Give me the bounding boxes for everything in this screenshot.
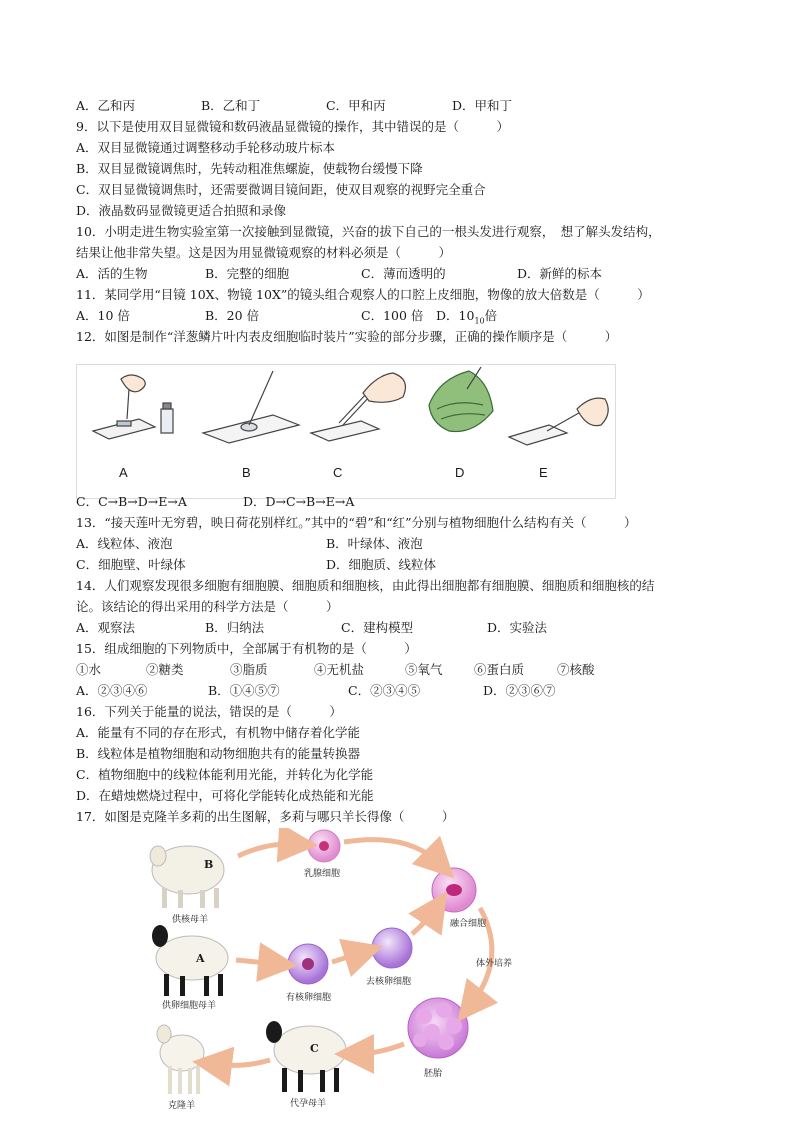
q12-stem: 12．如图是制作“洋葱鳞片叶内表皮细胞临时装片”实验的部分步骤，正确的操作顺序是（ ） [76,329,618,344]
q10-option-c: C．薄而透明的 [361,266,446,281]
culture-label: 体外培养 [476,959,513,969]
q12-option-d: D．D→C→B→E→A [243,494,355,509]
step-label-c: C [333,465,343,480]
clone-lamb-drawing [157,1025,204,1094]
q11-option-d: D．$10_{10}$倍 [436,308,498,326]
q16-stem: 16．下列关于能量的说法，错误的是（ ） [76,704,342,719]
q16-option-b: B．线粒体是植物细胞和动物细胞共有的能量转换器 [76,746,361,761]
step-d-drawing [429,367,493,432]
arrow-embryo-to-surrogate [354,1044,404,1054]
sheep-a-letter: A [196,952,205,965]
q14-stem-line1: 14．人们观察发现很多细胞有细胞膜、细胞质和细胞核，由此得出细胞都有细胞膜、细胞质和细胞核的结 [76,578,655,593]
q11-option-a: A．10 倍 [76,308,130,323]
q15-option-c: C．②③④⑤ [348,683,421,698]
q14-stem-line2: 论。该结论的得出采用的科学方法是（ ） [76,599,339,614]
q10-stem-line1: 10．小明走进生物实验室第一次接触到显微镜，兴奋的拔下自己的一根头发进行观察， 想了解头发结构， [76,224,661,239]
q16-option-d: D．在蜡烛燃烧过程中，可将化学能转化成热能和光能 [76,788,374,803]
q9-option-a: A．双目显微镜通过调整移动手轮移动玻片标本 [76,140,336,155]
q15-item-2: ②糖类 [146,662,184,677]
q11-option-b: B．20 倍 [205,308,260,323]
q12-figure [76,364,616,499]
cloning-diagram [148,828,538,1113]
q16-option-c: C．植物细胞中的线粒体能利用光能，并转化为化学能 [76,767,374,782]
q13-stem: 13．“接天莲叶无穷碧，映日荷花别样红。”其中的“碧”和“红”分别与植物细胞什么结构有关（ ） [76,515,637,530]
sheep-b-caption: 供核母羊 [172,915,209,925]
q15-item-7: ⑦核酸 [557,662,595,677]
q15-item-4: ④无机盐 [314,662,365,677]
enucleated-egg-cell [372,928,412,968]
q15-option-d: D．②③⑥⑦ [483,683,556,698]
q13-option-a: A．线粒体、液泡 [76,536,173,551]
q14-option-c: C．建构模型 [341,620,414,635]
embryo-drawing [408,998,468,1058]
sheep-a-caption: 供卵细胞母羊 [162,1001,217,1011]
q14-option-b: B．归纳法 [205,620,265,635]
arrow-enucleated-to-fused [412,908,436,934]
q9-stem: 9．以下是使用双目显微镜和数码液晶显微镜的操作，其中错误的是（ ） [76,119,509,134]
step-b-drawing [203,371,299,443]
q8-option-d: D．甲和丁 [452,98,513,113]
q9-option-c: C．双目显微镜调焦时，还需要微调目镜间距，使双目观察的视野完全重合 [76,182,486,197]
clone-lamb-caption: 克隆羊 [168,1101,196,1111]
arrow-egg-to-enucleated [332,952,364,962]
q13-option-b: B．叶绿体、液泡 [326,536,423,551]
step-e-drawing [509,398,608,445]
egg-cell-caption: 有核卵细胞 [286,993,332,1003]
q12-option-c: C．C→B→D→E→A [76,494,187,509]
q15-item-3: ③脂质 [230,662,268,677]
q10-option-d: D．新鲜的标本 [517,266,603,281]
q15-item-1: ①水 [76,662,102,677]
sheep-c-caption: 代孕母羊 [290,1099,327,1109]
q13-option-d: D．细胞质、线粒体 [326,557,437,572]
arrow-a-to-egg [236,960,278,964]
arrow-surrogate-to-clone [212,1060,270,1065]
q9-option-b: B．双目显微镜调焦时，先转动粗准焦螺旋，使载物台缓慢下降 [76,161,423,176]
q10-option-a: A．活的生物 [76,266,148,281]
q15-stem: 15．组成细胞的下列物质中，全部属于有机物的是（ ） [76,641,417,656]
q14-option-a: A．观察法 [76,620,136,635]
step-label-a: A [119,465,128,480]
step-label-e: E [539,465,548,480]
q8-option-b: B．乙和丁 [201,98,261,113]
q15-option-a: A．②③④⑥ [76,683,148,698]
q15-option-b: B．①④⑤⑦ [208,683,280,698]
q17-stem: 17．如图是克隆羊多莉的出生图解，多莉与哪只羊长得像（ ） [76,809,455,824]
sheep-b-drawing [150,846,224,908]
step-label-d: D [455,465,465,480]
q11-option-c: C．100 倍 [361,308,424,323]
arrow-mammary-to-fused [344,840,440,864]
sheep-a-drawing [152,925,228,996]
q11-stem: 11．某同学用“目镜 10X、物镜 10X”的镜头组合观察人的口腔上皮细胞，物像的放大倍数是（ ） [76,287,650,302]
q13-option-c: C．细胞壁、叶绿体 [76,557,186,572]
mammary-cell-caption: 乳腺细胞 [304,869,341,879]
embryo-caption: 胚胎 [424,1069,443,1079]
sheep-b-letter: B [204,858,214,871]
q10-stem-line2: 结果让他非常失望。这是因为用显微镜观察的材料必须是（ ） [76,245,452,260]
q12-steps-illustration [77,365,615,465]
q15-item-5: ⑤氧气 [405,662,443,677]
q8-option-c: C．甲和丙 [326,98,386,113]
q10-option-b: B．完整的细胞 [205,266,290,281]
sheep-c-drawing [266,1021,346,1092]
step-a-drawing [93,375,173,439]
q14-option-d: D．实验法 [487,620,548,635]
step-label-b: B [242,465,251,480]
enucleated-cell-caption: 去核卵细胞 [366,977,412,987]
q9-option-d: D．液晶数码显微镜更适合拍照和录像 [76,203,287,218]
q8-option-a: A．乙和丙 [76,98,136,113]
fused-cell-caption: 融合细胞 [450,919,487,929]
arrow-b-to-mammary [238,844,298,856]
q16-option-a: A．能量有不同的存在形式，有机物中储存着化学能 [76,725,361,740]
sheep-c-letter: C [310,1042,319,1055]
step-c-drawing [311,373,405,441]
q15-item-6: ⑥蛋白质 [474,662,525,677]
